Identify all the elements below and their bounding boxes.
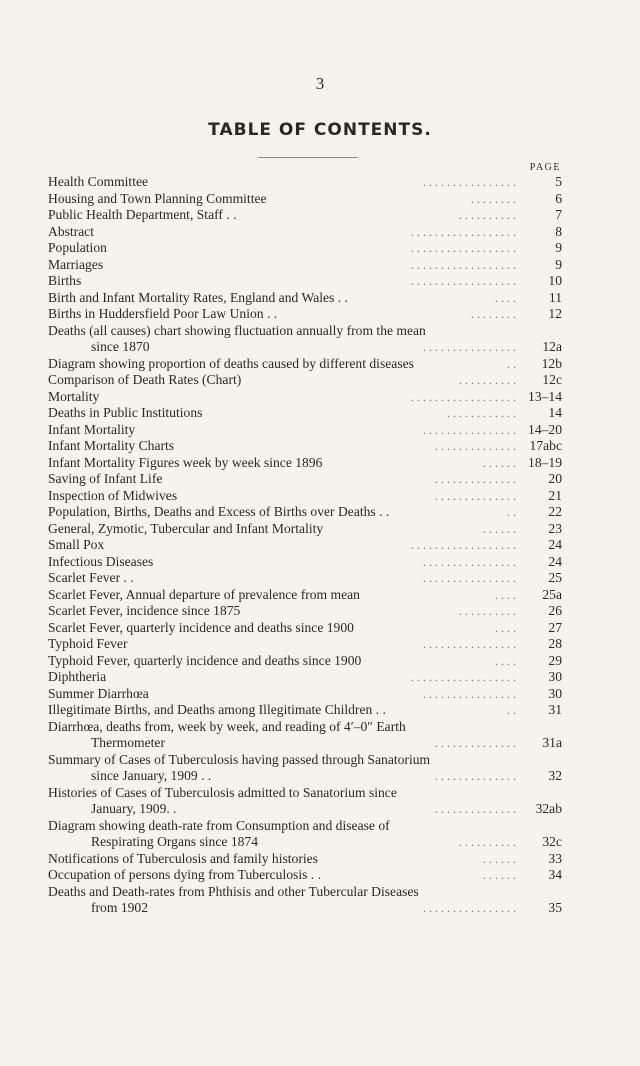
toc-entry-title: Comparison of Death Rates (Chart) — [48, 372, 242, 387]
toc-entry-title: Notifications of Tuberculosis and family histories — [48, 850, 318, 866]
toc-entry — [48, 884, 562, 901]
toc-entry-page-number: 24 — [548, 537, 562, 552]
toc-entry-page-number: 12b — [541, 355, 562, 371]
toc-entry — [48, 620, 562, 637]
toc-entry-title: General, Zymotic, Tubercular and Infant Mortality — [48, 520, 324, 536]
toc-entry — [48, 554, 562, 571]
toc-entry-title: Mortality — [48, 388, 100, 404]
toc-entry — [48, 372, 562, 389]
toc-entry-title: Housing and Town Planning Committee — [48, 190, 267, 206]
page-title: TABLE OF CONTENTS. — [208, 120, 432, 140]
toc-entry-title: Marriages — [48, 256, 104, 272]
toc-entry — [48, 768, 562, 785]
toc-entry-title: Small Pox — [48, 537, 105, 552]
toc-entry-page-number: 30 — [548, 685, 562, 701]
toc-entry-title: Typhoid Fever — [48, 636, 128, 651]
toc-entry-title: Deaths in Public Institutions — [48, 405, 203, 420]
toc-entry-title: Scarlet Fever, incidence since 1875 — [48, 603, 241, 618]
toc-entry-title: Population, Births, Deaths and Excess of Births over Deaths . . — [48, 504, 390, 519]
toc-entry-title: Scarlet Fever, quarterly incidence and deaths since 1900 — [48, 619, 354, 635]
toc-entry-leader-dots: . . . . — [495, 620, 516, 635]
toc-entry-leader-dots: . . . . — [495, 290, 516, 305]
toc-entry-leader-dots: . . . . . . . . . . . . . . . . . . — [411, 241, 516, 255]
toc-entry — [48, 191, 562, 208]
toc-entry-page-number: 32ab — [535, 801, 562, 816]
toc-entry — [48, 653, 562, 670]
toc-entry-title: Diagram showing proportion of deaths caused by different diseases — [48, 355, 414, 371]
toc-entry — [48, 273, 562, 290]
toc-entry-leader-dots: . . . . . . . . . . . . . . — [435, 736, 516, 750]
toc-entry — [48, 455, 562, 472]
toc-entry-title: Deaths and Death-rates from Phthisis and other Tubercular Diseases — [48, 883, 419, 899]
toc-entry-leader-dots: . . . . . . . . . . . . . . . . . . — [411, 538, 516, 552]
toc-entry-title: Inspection of Midwives — [48, 487, 178, 503]
toc-entry-page-number: 27 — [548, 619, 562, 635]
toc-entry — [48, 851, 562, 868]
toc-entry-title: Illegitimate Births, and Deaths among Illegitimate Children . . — [48, 702, 386, 717]
toc-entry-leader-dots: . . . . . . . . . . . . — [447, 406, 516, 420]
toc-entry — [48, 900, 562, 917]
toc-entry-title: Saving of Infant Life — [48, 471, 163, 486]
toc-entry-title: Respirating Organs since 1874 — [91, 834, 259, 849]
toc-entry — [48, 785, 562, 802]
toc-entry — [48, 834, 562, 851]
toc-entry-leader-dots: . . — [507, 505, 516, 519]
toc-entry-title: Diphtheria — [48, 669, 107, 684]
toc-entry-page-number: 9 — [555, 256, 562, 272]
toc-entry-leader-dots: . . — [507, 703, 516, 717]
toc-entry-page-number: 12a — [542, 339, 562, 354]
toc-entry — [48, 537, 562, 554]
toc-entry — [48, 504, 562, 521]
toc-entry-leader-dots: . . . . . . . . . . . . . . . . — [423, 554, 516, 569]
toc-entry-page-number: 17abc — [529, 438, 562, 453]
toc-entry-leader-dots: . . . . . . — [483, 868, 516, 882]
toc-entry-leader-dots: . . . . . . . . — [471, 191, 516, 206]
toc-entry-page-number: 25a — [542, 586, 562, 602]
toc-entry-title: Births — [48, 273, 82, 288]
toc-entry-leader-dots: . . — [507, 356, 516, 371]
toc-entry-leader-dots: . . . . . . . . . . . . . . — [435, 488, 516, 503]
toc-entry — [48, 521, 562, 538]
toc-entry-leader-dots: . . . . . . . . . . . . . . . . — [423, 637, 516, 651]
toc-entry-leader-dots: . . . . . . . . . . . . . . — [435, 802, 516, 816]
toc-entry-title: Births in Huddersfield Poor Law Union . . — [48, 306, 278, 321]
toc-entry-title: Public Health Department, Staff . . — [48, 207, 237, 222]
toc-entry-title: since 1870 — [91, 339, 150, 354]
toc-entry-leader-dots: . . . . . . — [483, 455, 516, 470]
toc-entry-title: Infant Mortality Charts — [48, 438, 175, 453]
toc-entry-page-number: 35 — [548, 900, 562, 915]
toc-entry — [48, 587, 562, 604]
page-number: 3 — [315, 74, 325, 93]
toc-entry-leader-dots: . . . . . . . . . . . . . . . . . . — [411, 389, 516, 404]
toc-entry-title: since January, 1909 . . — [91, 768, 212, 783]
toc-entry — [48, 686, 562, 703]
toc-entry — [48, 224, 562, 241]
toc-entry — [48, 702, 562, 719]
toc-entry-leader-dots: . . . . . . . . . . . . . . . . . . — [411, 274, 516, 288]
toc-entry-title: Diarrhœa, deaths from, week by week, and reading of 4′–0″ Earth — [48, 718, 406, 734]
toc-entry-title: Summer Diarrhœa — [48, 685, 149, 701]
toc-entry-page-number: 14 — [548, 405, 562, 420]
toc-entry-page-number: 33 — [548, 850, 562, 866]
toc-entry-title: from 1902 — [91, 900, 149, 915]
toc-entry-page-number: 13–14 — [528, 388, 562, 404]
toc-entry — [48, 603, 562, 620]
toc-entry — [48, 356, 562, 373]
toc-entry-leader-dots: . . . . — [495, 653, 516, 668]
toc-entry — [48, 752, 562, 769]
toc-entry-leader-dots: . . . . . . . . . . . . . . . . . . — [411, 224, 516, 239]
toc-entry-leader-dots: . . . . . . . . — [471, 307, 516, 321]
toc-entry-leader-dots: . . . . . . . . . . . . . . . . — [423, 571, 516, 585]
toc-entry-page-number: 18–19 — [528, 454, 562, 470]
toc-entry-leader-dots: . . . . . . — [483, 851, 516, 866]
toc-entry-leader-dots: . . . . . . . . . . . . . . . . — [423, 422, 516, 437]
toc-entry-leader-dots: . . . . . . . . . . . . . . — [435, 472, 516, 486]
toc-entry-page-number: 21 — [548, 487, 562, 503]
toc-entry-leader-dots: . . . . . . . . . . — [459, 604, 516, 618]
toc-entry-page-number: 20 — [548, 471, 562, 486]
toc-entry-page-number: 31a — [542, 735, 562, 750]
toc-entry-page-number: 29 — [548, 652, 562, 668]
title-divider — [258, 157, 358, 158]
toc-entry-page-number: 9 — [555, 240, 562, 255]
toc-entry-title: Typhoid Fever, quarterly incidence and deaths since 1900 — [48, 652, 362, 668]
toc-entry-page-number: 14–20 — [528, 421, 562, 437]
toc-entry-page-number: 30 — [548, 669, 562, 684]
toc-entry-leader-dots: . . . . . . . . . . — [459, 835, 516, 849]
toc-entry — [48, 669, 562, 686]
toc-entry-title: Summary of Cases of Tuberculosis having passed through Sanatorium — [48, 751, 431, 767]
toc-entry — [48, 339, 562, 356]
toc-entry-leader-dots: . . . . . . . . . . . . . . . . . . — [411, 670, 516, 684]
toc-entry-title: Population — [48, 240, 107, 255]
toc-entry-title: Health Committee — [48, 174, 149, 189]
toc-entry-page-number: 10 — [548, 273, 562, 288]
toc-entry-page-number: 22 — [548, 504, 562, 519]
toc-entry-page-number: 7 — [555, 207, 562, 222]
toc-entry-page-number: 24 — [548, 553, 562, 569]
toc-entry-page-number: 25 — [548, 570, 562, 585]
toc-entry — [48, 405, 562, 422]
toc-entry-page-number: 8 — [555, 223, 562, 239]
toc-entry — [48, 290, 562, 307]
toc-entry-page-number: 26 — [548, 603, 562, 618]
toc-entry-title: Occupation of persons dying from Tuberculosis . . — [48, 867, 321, 882]
toc-entry — [48, 438, 562, 455]
toc-entry-title: Histories of Cases of Tuberculosis admitted to Sanatorium since — [48, 784, 397, 800]
toc-entry — [48, 570, 562, 587]
toc-entry — [48, 389, 562, 406]
toc-entry-title: Diagram showing death-rate from Consumption and disease of — [48, 817, 390, 833]
toc-entry-page-number: 23 — [548, 520, 562, 536]
toc-entry-leader-dots: . . . . . . . . . . . . . . . . — [423, 686, 516, 701]
toc-entry — [48, 867, 562, 884]
toc-entry-page-number: 5 — [555, 174, 562, 189]
toc-entry-page-number: 32c — [542, 834, 562, 849]
toc-entry-leader-dots: . . . . . . . . . . — [459, 373, 516, 387]
toc-entry-page-number: 32 — [548, 768, 562, 783]
toc-entry — [48, 306, 562, 323]
toc-entry-page-number: 11 — [548, 289, 562, 305]
toc-entry-page-number: 6 — [555, 190, 562, 206]
toc-entry — [48, 207, 562, 224]
toc-entry-leader-dots: . . . . . . . . . . . . . . . . — [423, 340, 516, 354]
page-column-label: PAGE — [529, 162, 561, 173]
toc-entry — [48, 801, 562, 818]
toc-entry — [48, 471, 562, 488]
toc-entry — [48, 257, 562, 274]
toc-entry-leader-dots: . . . . . . . . . . — [459, 208, 516, 222]
toc-entry-title: Infant Mortality Figures week by week since 1896 — [48, 454, 323, 470]
toc-entry-title: Infectious Diseases — [48, 553, 154, 569]
toc-entry — [48, 422, 562, 439]
toc-entry-page-number: 12 — [548, 306, 562, 321]
toc-entry-title: Scarlet Fever . . — [48, 570, 134, 585]
toc-entry — [48, 735, 562, 752]
toc-entry-title: Infant Mortality — [48, 421, 136, 437]
toc-entry-leader-dots: . . . . . . . . . . . . . . . . . . — [411, 257, 516, 272]
toc-entry-title: Thermometer — [91, 735, 165, 750]
toc-entry-leader-dots: . . . . . . . . . . . . . . — [435, 439, 516, 453]
toc-entry-leader-dots: . . . . . . . . . . . . . . . . — [423, 901, 516, 915]
toc-entry-page-number: 12c — [542, 372, 562, 387]
toc-entry — [48, 488, 562, 505]
toc-entry-title: Deaths (all causes) chart showing fluctuation annually from the mean — [48, 322, 426, 338]
toc-entry-title: Abstract — [48, 223, 95, 239]
toc-entry — [48, 636, 562, 653]
toc-entry — [48, 323, 562, 340]
toc-entry — [48, 174, 562, 191]
toc-entry-leader-dots: . . . . . . . . . . . . . . — [435, 769, 516, 783]
toc-entry-page-number: 28 — [548, 636, 562, 651]
toc-entry — [48, 818, 562, 835]
table-of-contents — [48, 174, 562, 917]
toc-entry-leader-dots: . . . . . . . . . . . . . . . . — [423, 175, 516, 189]
toc-entry-title: Scarlet Fever, Annual departure of prevalence from mean — [48, 586, 360, 602]
toc-entry-page-number: 34 — [548, 867, 562, 882]
toc-entry-title: January, 1909. . — [91, 801, 177, 816]
toc-entry-page-number: 31 — [548, 702, 562, 717]
toc-entry-leader-dots: . . . . — [495, 587, 516, 602]
toc-entry — [48, 240, 562, 257]
toc-entry-leader-dots: . . . . . . — [483, 521, 516, 536]
toc-entry-title: Birth and Infant Mortality Rates, England and Wales . . — [48, 289, 348, 305]
toc-entry — [48, 719, 562, 736]
